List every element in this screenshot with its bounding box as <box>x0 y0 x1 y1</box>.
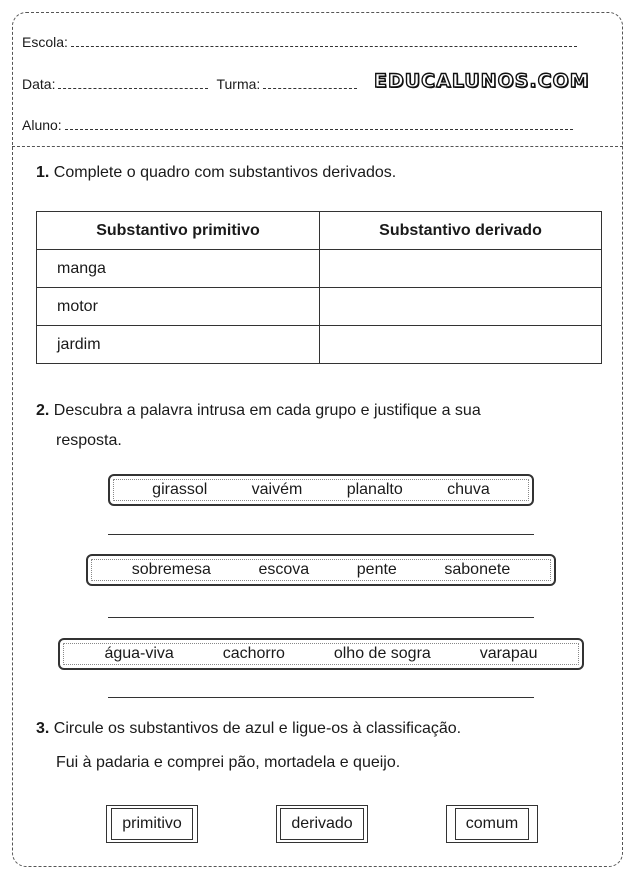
question-3-text: Circule os substantivos de azul e ligue-os à classificação. <box>53 720 462 737</box>
option-primitivo-label: primitivo <box>111 808 193 840</box>
data-label: Data: <box>22 76 56 92</box>
data-field[interactable] <box>58 87 208 89</box>
educalunos-logo: EDUCALUNOS.COM <box>374 70 590 92</box>
word-group-1-word[interactable]: chuva <box>447 481 490 498</box>
word-group-1 <box>108 474 534 506</box>
question-2-text-line2: resposta. <box>56 432 122 449</box>
table-header-primitivo: Substantivo primitivo <box>37 212 320 250</box>
word-group-1-word[interactable]: girassol <box>152 481 208 498</box>
derived-nouns-table <box>36 211 602 364</box>
table-header-row <box>37 212 602 250</box>
turma-field[interactable] <box>263 87 357 89</box>
answer-line-2[interactable] <box>108 617 534 618</box>
question-2-number: 2. <box>36 402 50 419</box>
question-1-number: 1. <box>36 164 50 181</box>
word-group-2-word[interactable]: pente <box>356 561 397 578</box>
word-group-3-word[interactable]: olho de sogra <box>333 645 431 662</box>
word-group-3-word[interactable]: varapau <box>479 645 538 662</box>
table-row <box>37 326 602 364</box>
option-primitivo[interactable] <box>106 805 198 843</box>
table-cell-primitivo: manga <box>37 250 320 288</box>
header-separator <box>12 146 623 147</box>
table-row <box>37 250 602 288</box>
turma-label: Turma: <box>216 76 261 92</box>
question-3-sentence: Fui à padaria e comprei pão, mortadela e queijo. <box>56 754 401 771</box>
question-1 <box>36 158 396 188</box>
aluno-field[interactable] <box>65 128 573 130</box>
word-group-2-word[interactable]: escova <box>258 561 310 578</box>
data-row <box>22 76 357 92</box>
word-group-1-word[interactable]: vaivém <box>251 481 303 498</box>
aluno-row <box>22 117 573 133</box>
table-cell-primitivo: motor <box>37 288 320 326</box>
option-comum-label: comum <box>455 808 529 840</box>
word-group-2-word[interactable]: sobremesa <box>131 561 211 578</box>
option-comum[interactable] <box>446 805 538 843</box>
table-cell-derivado-input[interactable] <box>320 250 602 288</box>
word-group-1-word[interactable]: planalto <box>346 481 403 498</box>
word-group-3 <box>58 638 584 670</box>
answer-line-3[interactable] <box>108 697 534 698</box>
table-cell-derivado-input[interactable] <box>320 288 602 326</box>
escola-row <box>22 34 577 50</box>
table-header-derivado: Substantivo derivado <box>320 212 602 250</box>
question-3 <box>36 714 461 744</box>
table-cell-derivado-input[interactable] <box>320 326 602 364</box>
question-3-number: 3. <box>36 720 50 737</box>
question-1-text: Complete o quadro com substantivos derivados. <box>53 164 397 181</box>
word-group-3-word[interactable]: cachorro <box>222 645 285 662</box>
option-derivado[interactable] <box>276 805 368 843</box>
word-group-2 <box>86 554 556 586</box>
escola-label: Escola: <box>22 34 68 50</box>
question-2 <box>36 396 481 426</box>
question-2-text-line1: Descubra a palavra intrusa em cada grupo e justifique a sua <box>53 402 481 419</box>
word-group-2-word[interactable]: sabonete <box>444 561 511 578</box>
option-derivado-label: derivado <box>280 808 363 840</box>
table-cell-primitivo: jardim <box>37 326 320 364</box>
table-row <box>37 288 602 326</box>
word-group-3-word[interactable]: água-viva <box>104 645 174 662</box>
escola-field[interactable] <box>71 45 577 47</box>
answer-line-1[interactable] <box>108 534 534 535</box>
aluno-label: Aluno: <box>22 117 62 133</box>
